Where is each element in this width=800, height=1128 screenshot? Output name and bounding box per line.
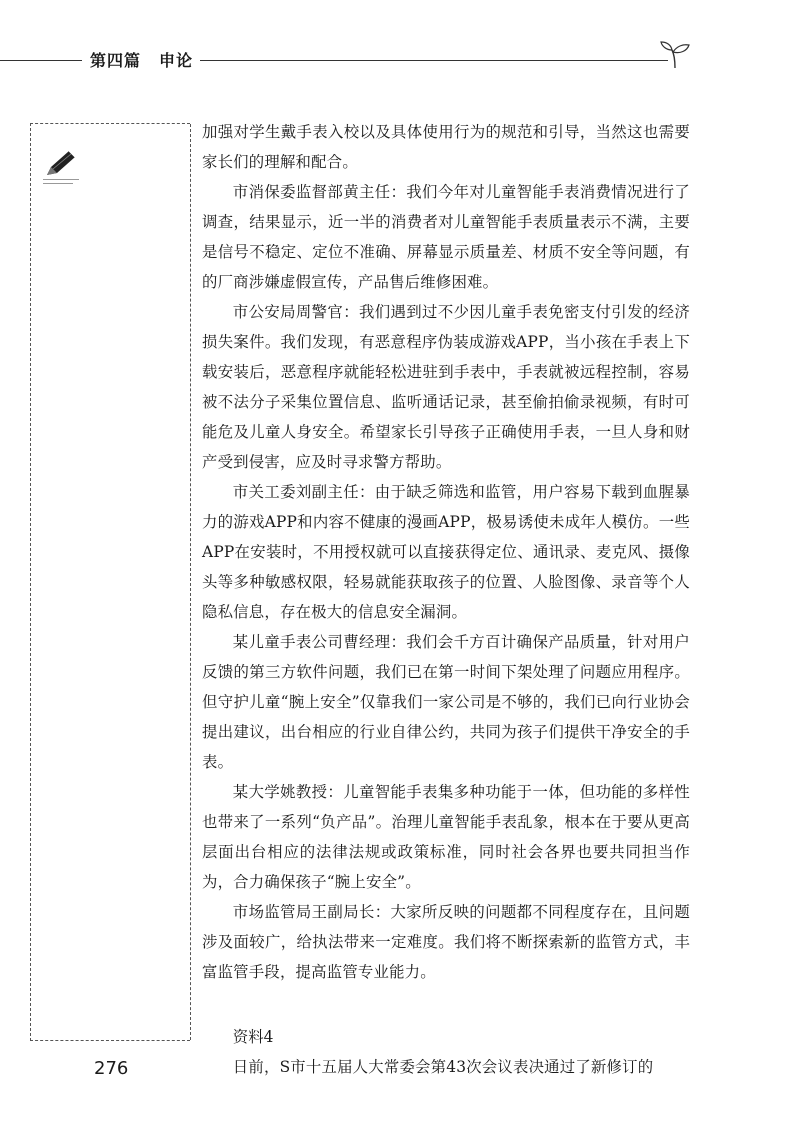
note-line	[43, 179, 79, 180]
page-body	[202, 117, 690, 1082]
header-rule-right	[200, 60, 668, 61]
sprout-icon	[658, 40, 692, 70]
material-heading: 资料4	[232, 1028, 274, 1046]
margin-note-box	[30, 123, 190, 1041]
paragraph: 市消保委监督部黄主任：我们今年对儿童智能手表消费情况进行了调查，结果显示，近一半的消费者对儿童智能手表质量表示不满，主要是信号不稳定、定位不准确、屏幕显示质量差、材质不安全等问题，有的厂商涉嫌虚假宣传，产品售后维修困难。	[202, 183, 690, 291]
header-title	[90, 48, 193, 71]
paragraph: 市关工委刘副主任：由于缺乏筛选和监管，用户容易下载到血腥暴力的游戏APP和内容不健康的漫画APP，极易诱使未成年人模仿。一些APP在安装时，不用授权就可以直接获得定位、通讯录、麦克风、摄像头等多种敏感权限，轻易就能获取孩子的位置、人脸图像、录音等个人隐私信息，存在极大的信息安全漏洞。	[202, 483, 690, 621]
paragraph: 某儿童手表公司曹经理：我们会千方百计确保产品质量，针对用户反馈的第三方软件问题，我们已在第一时间下架处理了问题应用程序。但守护儿童“腕上安全”仅靠我们一家公司是不够的，我们已向行业协会提出建议，出台相应的行业自律公约，共同为孩子们提供干净安全的手表。	[202, 633, 690, 771]
paragraph: 市公安局周警官：我们遇到过不少因儿童手表免密支付引发的经济损失案件。我们发现，有恶意程序伪装成游戏APP，当小孩在手表上下载安装后，恶意程序就能轻松进驻到手表中，手表就被远程控制，容易被不法分子采集位置信息、监听通话记录，甚至偷拍偷录视频，有时可能危及儿童人身安全。希望家长引导孩子正确使用手表，一旦人身和财产受到侵害，应及时寻求警方帮助。	[202, 303, 690, 471]
paragraph: 加强对学生戴手表入校以及具体使用行为的规范和引导，当然这也需要家长们的理解和配合。	[202, 123, 690, 171]
note-line	[43, 183, 73, 184]
paragraph: 某大学姚教授：儿童智能手表集多种功能于一体，但功能的多样性也带来了一系列“负产品”。治理儿童智能手表乱象，根本在于要从更高层面出台相应的法律法规或政策标准，同时社会各界也要共同担当作为，合力确保孩子“腕上安全”。	[202, 783, 690, 891]
paragraph: 市场监管局王副局长：大家所反映的问题都不同程度存在，且问题涉及面较广，给执法带来一定难度。我们将不断探索新的监管方式，丰富监管手段，提高监管专业能力。	[202, 903, 690, 981]
header-rule-left	[0, 60, 82, 61]
running-header	[0, 40, 800, 80]
header-part: 第四篇	[90, 51, 142, 70]
header-section: 申论	[159, 51, 194, 70]
page-number: 276	[94, 1058, 129, 1079]
paragraph: 日前，S市十五届人大常委会第43次会议表决通过了新修订的	[232, 1058, 654, 1076]
pencil-icon	[43, 149, 83, 179]
